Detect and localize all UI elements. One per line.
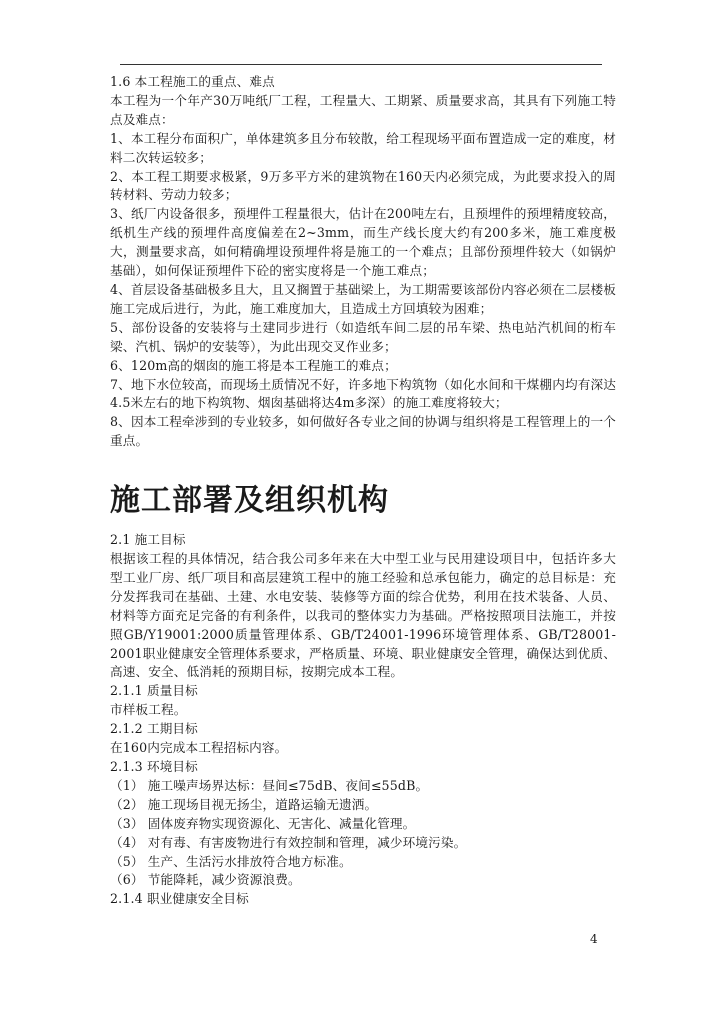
difficulty-point-7: 7、地下水位较高，而现场土质情况不好，许多地下构筑物（如化水间和干煤棚内均有深达4.5米左右的地下构筑物、烟囱基础将达4m多深）的施工难度将较大； [110,376,616,411]
section-2-1-heading: 2.1 施工目标 [110,532,186,548]
quality-goal-heading: 2.1.1 质量目标 [110,683,198,699]
difficulty-point-3: 3、纸厂内设备很多，预埋件工程量很大，估计在200吨左右，且预埋件的预埋精度较高，纸机生产线的预埋件高度偏差在2~3mm，而生产线长度大约有200多米，施工难度极大，测量要求高，如何精确埋设预埋件将是施工的一个难点；且部份预埋件较大（如锅炉基础），如何保证预埋件下砼的密实度将是一个施工难点； [110,206,616,279]
page-number: 4 [590,932,598,946]
section-1-6-heading: 1.6 本工程施工的重点、难点 [110,74,275,89]
chapter-title: 施工部署及组织机构 [110,483,389,519]
difficulty-point-6: 6、120m高的烟囱的施工将是本工程施工的难点； [110,357,397,373]
environment-goal-item-4: （4） 对有毒、有害废物进行有效控制和管理，减少环境污染。 [110,834,467,850]
section-1-6-intro: 本工程为一个年产30万吨纸厂工程，工程量大、工期紧、质量要求高，其具有下列施工特点及难点： [110,92,616,127]
ohs-goal-heading: 2.1.4 职业健康安全目标 [110,891,249,907]
environment-goal-item-5: （5） 生产、生活污水排放符合地方标准。 [110,853,352,869]
environment-goal-item-1: （1） 施工噪声场界达标：昼间≤75dB、夜间≤55dB。 [110,777,429,793]
environment-goal-item-3: （3） 固体废弃物实现资源化、无害化、减量化管理。 [110,815,416,831]
schedule-goal-text: 在160内完成本工程招标内容。 [110,740,288,756]
header-rule [120,64,602,65]
difficulty-point-8: 8、因本工程牵涉到的专业较多，如何做好各专业之间的协调与组织将是工程管理上的一个重点。 [110,414,616,449]
document-body [110,73,616,909]
quality-goal-text: 市样板工程。 [110,702,187,718]
section-2-1-body: 根据该工程的具体情况，结合我公司多年来在大中型工业与民用建设项目中，包括许多大型工业厂房、纸厂项目和高层建筑工程中的施工经验和总承包能力，确定的总目标是：充分发挥我司在基础、土建、水电安装、装修等方面的综合优势，利用在技术装备、人员、材料等方面充足完备的有利条件，以我司的整体实力为基础。严格按照项目法施工，并按照GB/Y19001:2000质量管理体系、GB/T24001-1996环境管理体系、GB/T28001-2001职业健康安全管理体系要求，严格质量、环境、职业健康安全管理，确保达到优质、高速、安全、低消耗的预期目标，按期完成本工程。 [110,551,616,680]
environment-goal-item-2: （2） 施工现场目视无扬尘，道路运输无遗洒。 [110,796,378,812]
environment-goal-heading: 2.1.3 环境目标 [110,759,198,774]
environment-goal-item-6: （6） 节能降耗，减少资源浪费。 [110,872,301,888]
difficulty-point-2: 2、本工程工期要求极紧，9万多平方米的建筑物在160天内必须完成，为此要求投入的周转材料、劳动力较多； [110,168,616,203]
difficulty-point-1: 1、本工程分布面积广，单体建筑多且分布较散，给工程现场平面布置造成一定的难度，材料二次转运较多； [110,130,616,165]
schedule-goal-heading: 2.1.2 工期目标 [110,721,198,737]
difficulty-point-4: 4、首层设备基础极多且大，且又搁置于基础梁上，为工期需要该部份内容必须在二层楼板施工完成后进行，为此，施工难度加大，且造成土方回填较为困难； [110,281,616,316]
difficulty-point-5: 5、部份设备的安装将与土建同步进行（如造纸车间二层的吊车梁、热电站汽机间的桁车梁、汽机、锅炉的安装等），为此出现交叉作业多； [110,319,616,354]
